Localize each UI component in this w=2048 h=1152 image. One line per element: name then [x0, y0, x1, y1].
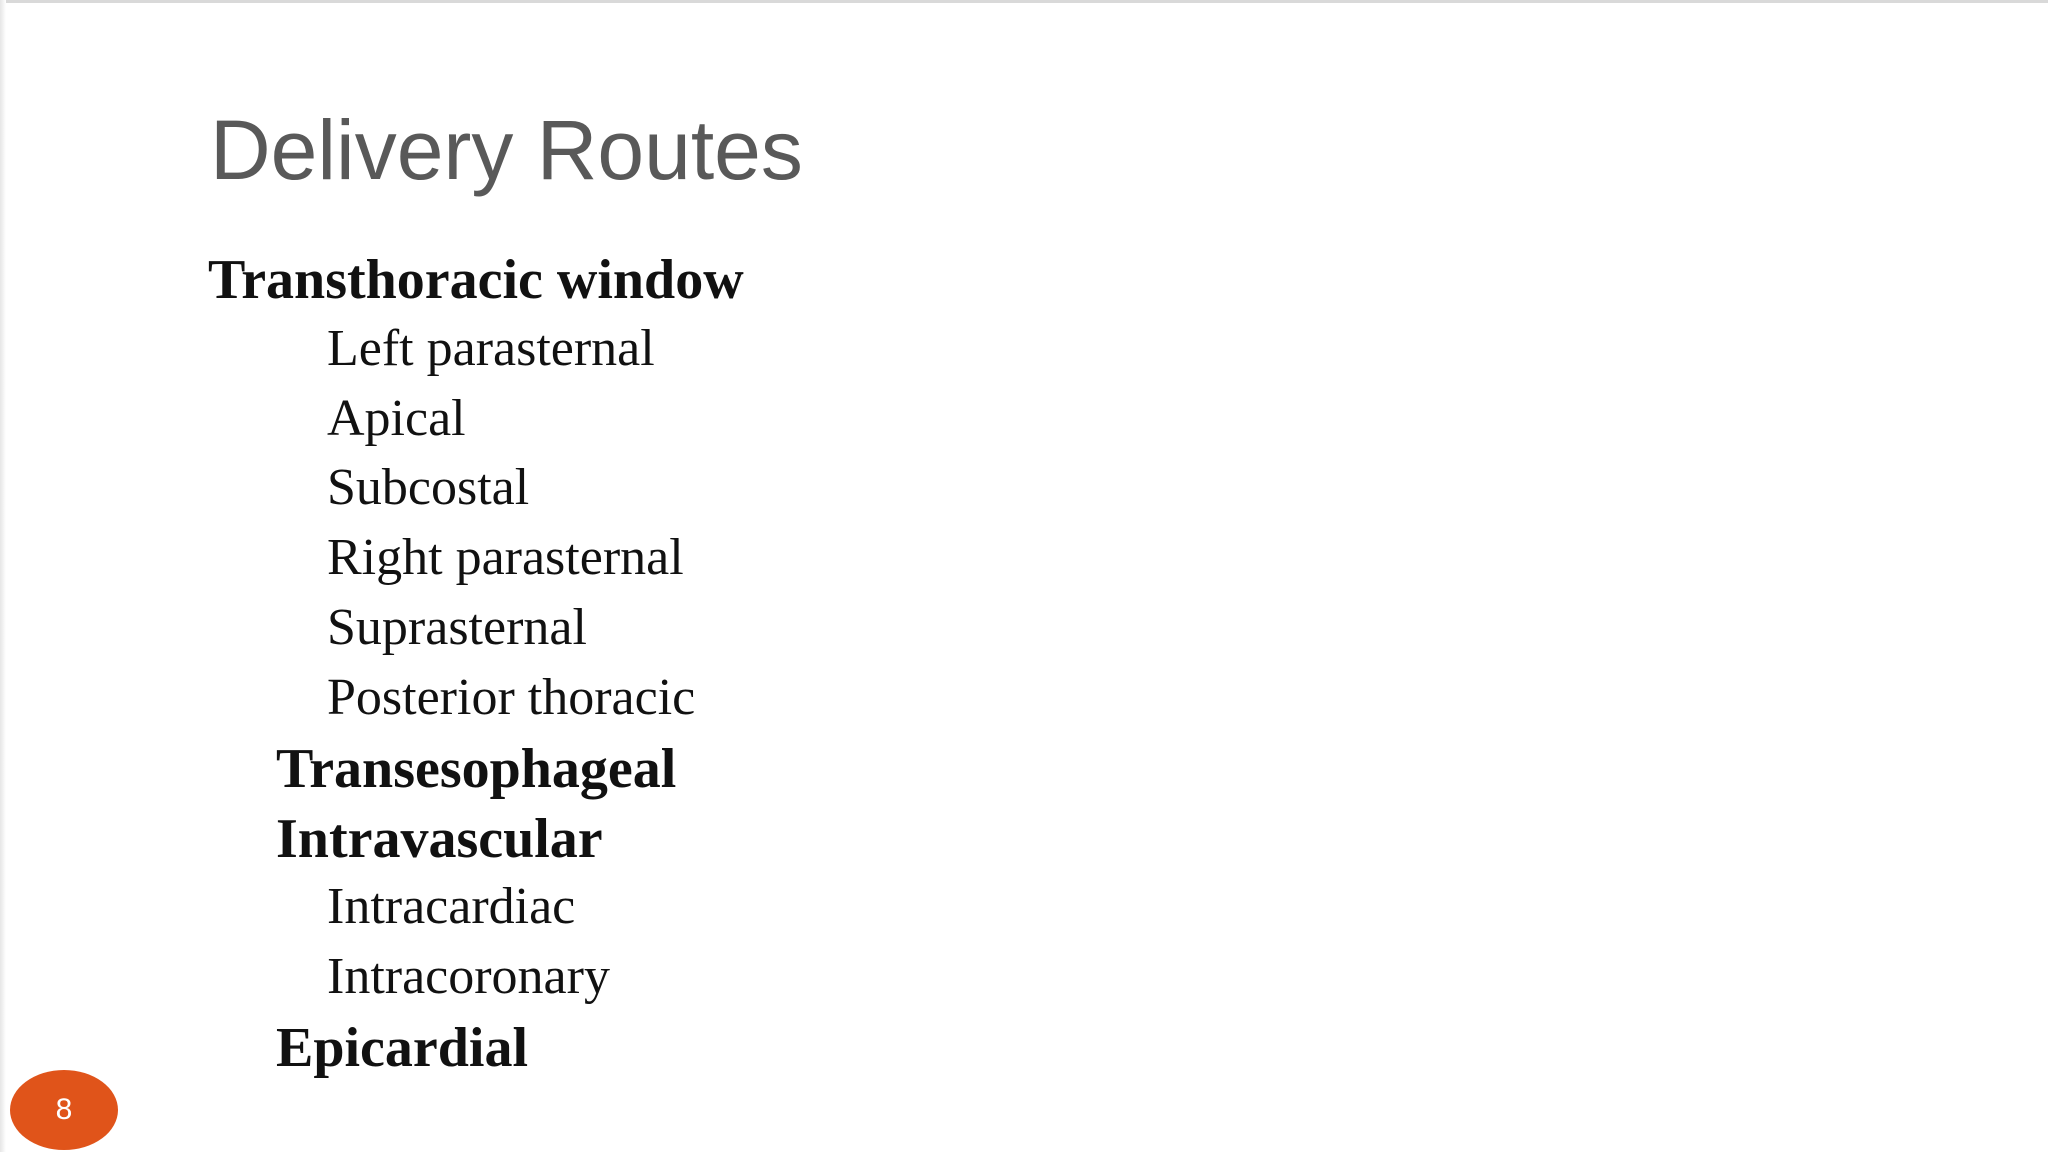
list-item-transthoracic-window: Transthoracic window [208, 249, 744, 311]
list-item-left-parasternal: Left parasternal [327, 320, 655, 377]
list-item-intracoronary: Intracoronary [327, 948, 610, 1005]
list-item-epicardial: Epicardial [276, 1017, 529, 1079]
slide-left-border [0, 0, 6, 1152]
list-item-intravascular: Intravascular [276, 808, 603, 870]
page-number-badge: 8 [10, 1070, 118, 1150]
list-item-apical: Apical [327, 390, 466, 447]
list-item-subcostal: Subcostal [327, 459, 530, 516]
list-item-posterior-thoracic: Posterior thoracic [327, 669, 696, 726]
list-item-intracardiac: Intracardiac [327, 878, 576, 935]
list-item-right-parasternal: Right parasternal [327, 529, 684, 586]
slide-top-border [0, 0, 2048, 3]
list-item-transesophageal: Transesophageal [276, 738, 677, 800]
list-item-suprasternal: Suprasternal [327, 599, 587, 656]
slide-title: Delivery Routes [210, 103, 803, 197]
